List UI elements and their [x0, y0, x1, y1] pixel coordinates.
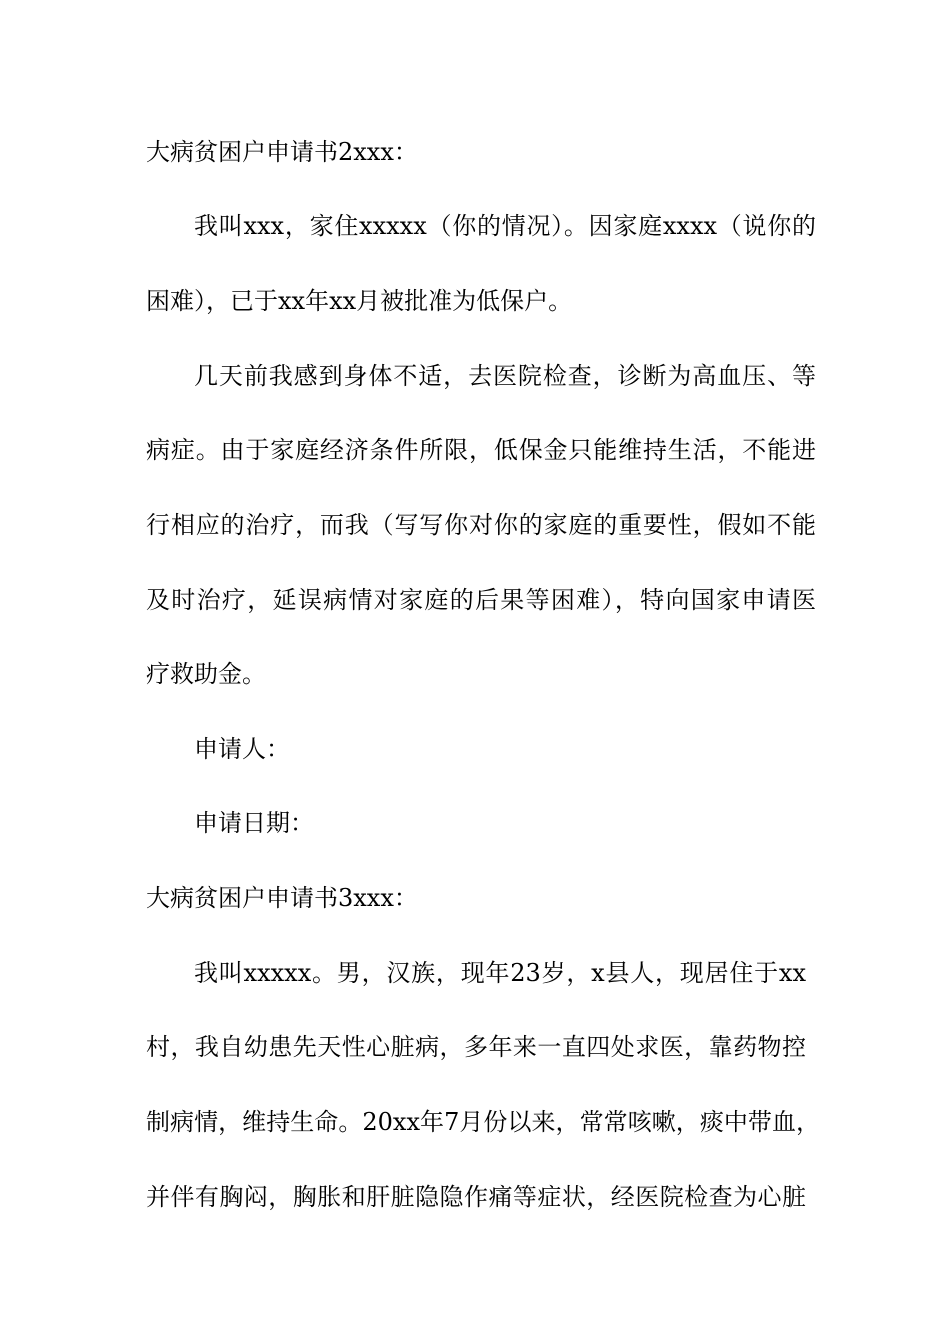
heading-application-3: 大病贫困户申请书3xxx：: [146, 884, 418, 912]
paragraph-line: 几天前我感到身体不适，去医院检查，诊断为高血压、等: [194, 362, 816, 390]
paragraph-line: 行相应的治疗，而我（写写你对你的家庭的重要性，假如不能: [146, 511, 816, 539]
paragraph-line: 病症。由于家庭经济条件所限，低保金只能维持生活，不能进: [146, 436, 816, 464]
applicant-label: 申请人：: [194, 735, 290, 763]
paragraph-line: 村，我自幼患先天性心脏病，多年来一直四处求医，靠药物控: [146, 1033, 806, 1061]
paragraph-line: 困难），已于xx年xx月被批准为低保户。: [146, 287, 573, 315]
paragraph-line: 并伴有胸闷，胸胀和肝脏隐隐作痛等症状，经医院检查为心脏: [146, 1183, 806, 1211]
paragraph-line: 我叫xxx，家住xxxxx（你的情况）。因家庭xxxx（说你的: [194, 212, 816, 240]
paragraph-line: 及时治疗，延误病情对家庭的后果等困难），特向国家申请医: [146, 586, 816, 614]
paragraph-line: 疗救助金。: [146, 660, 266, 688]
application-date-label: 申请日期：: [194, 809, 314, 837]
heading-application-2: 大病贫困户申请书2xxx：: [146, 138, 418, 166]
paragraph-line: 我叫xxxxx。男，汉族，现年23岁，x县人，现居住于xx: [194, 959, 806, 987]
paragraph-line: 制病情，维持生命。20xx年7月份以来，常常咳嗽，痰中带血，: [146, 1108, 820, 1136]
